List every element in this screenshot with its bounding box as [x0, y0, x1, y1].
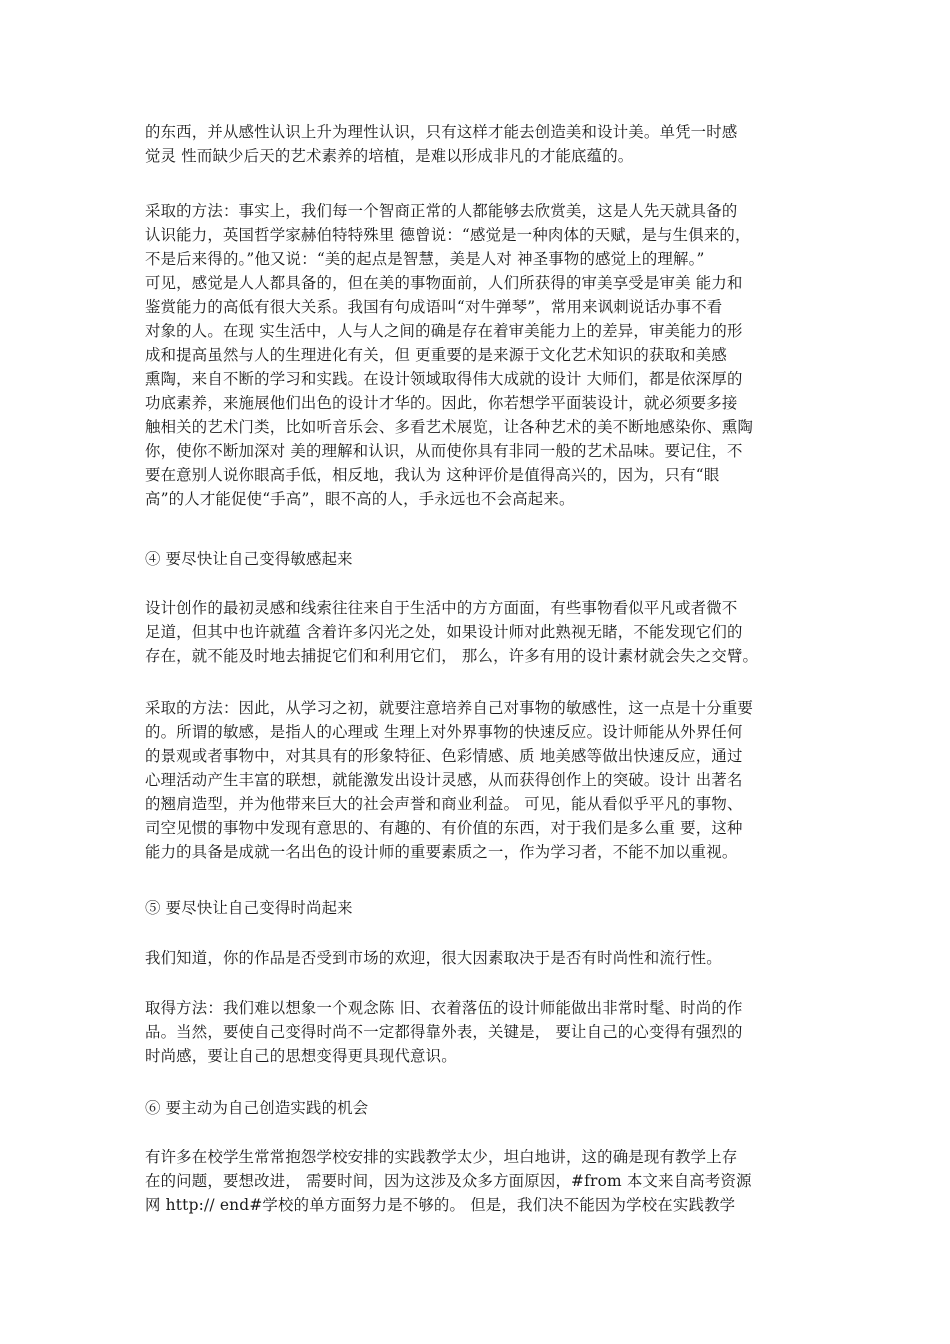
section-heading-4: [145, 547, 813, 571]
text-line: 高”的人才能促使“手高”，眼不高的人，手永远也不会高起来。: [145, 490, 575, 508]
paragraph: [145, 596, 813, 668]
text-line: 成和提高虽然与人的生理进化有关，但 更重要的是来源于文化艺术知识的获取和美感: [145, 346, 727, 364]
text-line: 觉灵 性而缺少后天的艺术素养的培植，是难以形成非凡的才能底蕴的。: [145, 147, 634, 165]
text-line: 触相关的艺术门类，比如听音乐会、多看艺术展览，让各种艺术的美不断地感染你、熏陶: [145, 418, 754, 436]
text-line: 采取的方法：事实上，我们每一个智商正常的人都能够去欣赏美，这是人先天就具备的: [145, 202, 738, 220]
text-line: 足道，但其中也许就蕴 含着许多闪光之处，如果设计师对此熟视无睹，不能发现它们的: [145, 623, 743, 641]
text-line: 认识能力，英国哲学家赫伯特特殊里 德曾说：“感觉是一种肉体的天赋，是与生俱来的，: [145, 226, 751, 244]
paragraph: [145, 120, 813, 168]
text-line: 我们知道，你的作品是否受到市场的欢迎，很大因素取决于是否有时尚性和流行性。: [145, 949, 722, 967]
text-line: 在的问题，要想改进， 需要时间，因为这涉及众多方面原因，#from 本文来自高考资源: [145, 1172, 752, 1190]
text-line: 设计创作的最初灵感和线索往往来自于生活中的方方面面，有些事物看似平凡或者微不: [145, 599, 738, 617]
section-heading-5: [145, 896, 813, 920]
text-line: 功底素养，来施展他们出色的设计才华的。因此，你若想学平面装设计，就必须要多接: [145, 394, 738, 412]
paragraph: [145, 996, 813, 1068]
heading-text: ④ 要尽快让自己变得敏感起来: [145, 550, 353, 568]
paragraph: [145, 946, 813, 970]
text-line: 的翘肩造型，并为他带来巨大的社会声誉和商业利益。 可见，能从看似乎平凡的事物、: [145, 795, 743, 813]
text-line: 能力的具备是成就一名出色的设计师的重要素质之一，作为学习者，不能不加以重视。: [145, 843, 738, 861]
text-line: 的景观或者事物中，对其具有的形象特征、色彩情感、质 地美感等做出快速反应，通过: [145, 747, 743, 765]
text-line: 不是后来得的。”他又说：“美的起点是智慧，美是人对 神圣事物的感觉上的理解。”: [145, 250, 705, 268]
paragraph: [145, 696, 813, 864]
text-line: 网 http:// end#学校的单方面努力是不够的。 但是，我们决不能因为学校在实践教学: [145, 1196, 736, 1214]
text-line: 可见，感觉是人人都具备的，但在美的事物面前，人们所获得的审美享受是审美 能力和: [145, 274, 743, 292]
text-line: 时尚感，要让自己的思想变得更具现代意识。: [145, 1047, 457, 1065]
text-line: 有许多在校学生常常抱怨学校安排的实践教学太少，坦白地讲，这的确是现有教学上存: [145, 1148, 738, 1166]
text-line: 心理活动产生丰富的联想，就能激发出设计灵感，从而获得创作上的突破。设计 出著名: [145, 771, 743, 789]
paragraph: [145, 1145, 813, 1217]
text-line: 取得方法：我们难以想象一个观念陈 旧、衣着落伍的设计师能做出非常时髦、时尚的作: [145, 999, 743, 1017]
text-line: 的东西，并从感性认识上升为理性认识，只有这样才能去创造美和设计美。单凭一时感: [145, 123, 738, 141]
text-line: 鉴赏能力的高低有很大关系。我国有句成语叫“对牛弹琴”，常用来讽刺说话办事不看: [145, 298, 723, 316]
text-line: 你，使你不断加深对 美的理解和认识，从而使你具有非同一般的艺术品味。要记住，不: [145, 442, 743, 460]
paragraph: [145, 199, 813, 511]
text-line: 采取的方法：因此，从学习之初，就要注意培养自己对事物的敏感性，这一点是十分重要: [145, 699, 754, 717]
heading-text: ⑥ 要主动为自己创造实践的机会: [145, 1099, 369, 1117]
text-line: 的。所谓的敏感，是指人的心理或 生理上对外界事物的快速反应。设计师能从外界任何: [145, 723, 743, 741]
text-line: 熏陶，来自不断的学习和实践。在设计领域取得伟大成就的设计 大师们，都是依深厚的: [145, 370, 743, 388]
text-line: 司空见惯的事物中发现有意思的、有趣的、有价值的东西，对于我们是多么重 要，这种: [145, 819, 743, 837]
text-line: 对象的人。在现 实生活中，人与人之间的确是存在着审美能力上的差异，审美能力的形: [145, 322, 743, 340]
section-heading-6: [145, 1096, 813, 1120]
text-line: 存在，就不能及时地去捕捉它们和利用它们， 那么，许多有用的设计素材就会失之交臂。: [145, 647, 759, 665]
text-line: 品。当然，要使自己变得时尚不一定都得靠外表，关键是， 要让自己的心变得有强烈的: [145, 1023, 743, 1041]
text-line: 要在意别人说你眼高手低，相反地，我认为 这种评价是值得高兴的，因为，只有“眼: [145, 466, 720, 484]
heading-text: ⑤ 要尽快让自己变得时尚起来: [145, 899, 353, 917]
